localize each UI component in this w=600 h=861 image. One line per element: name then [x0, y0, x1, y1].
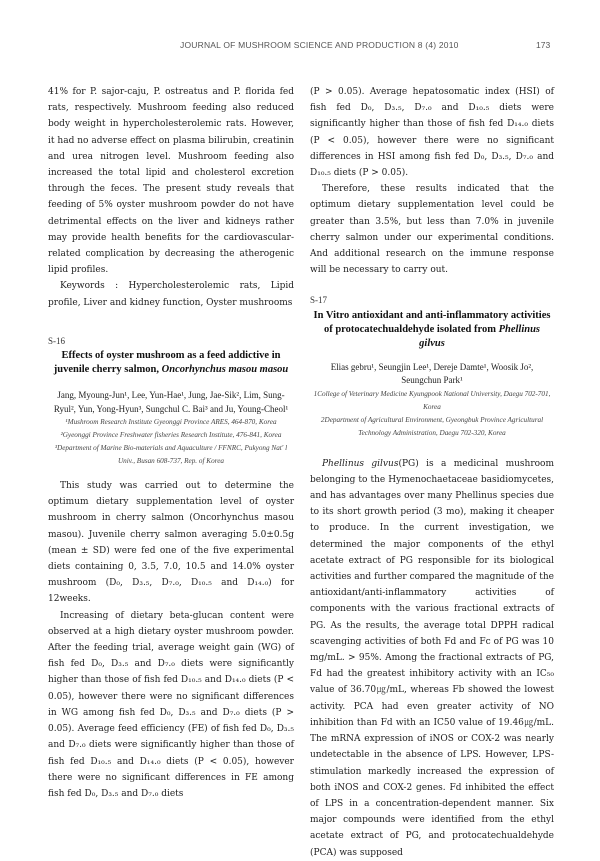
authors-s17: Elias gebru¹, Seungjin Lee¹, Dereje Damte¹, Woosik Jo², Seungchun Park¹ [330, 361, 534, 386]
body-paragraph-2: Increasing of dietary beta-glucan content were observed at a high dietary oyster mushroom powder. After the feeding trial, average weight gain (WG) of fish fed D₀, D₃.₅ and D₇.₀ diets were significantly higher than those of fish fed D₁₀.₅ and D₁₄.₀ diets (P < 0.05), however there were no significant differences in WG among fish fed D₀, D₃.₅ and D₇.₀ diets (P > 0.05). Average feed efficiency (FE) of fish fed D₀, D₃.₅ and D₇.₀ diets were significantly higher than those of fish fed D₁₀.₅ and D₁₄.₀ diets (P < 0.05), however there were no significant differences in FE among fish fed D₀, D₃.₅ and D₇.₀ diets [48, 610, 294, 799]
affiliation-s17-1: 1College of Veterinary Medicine Kyungpook National University, Daegu 702-701, Korea [313, 389, 551, 411]
paper-title-s17: In Vitro antioxidant and anti-inflammatory activities of protocatechualdehyde isolated from Phellinus gilvus [313, 309, 551, 349]
section-label-s17: S-17 [310, 295, 328, 306]
body-paragraph-1: This study was carried out to determine the optimum dietary supplementation level of oyster mushroom in cherry salmon (Oncorhynchus masou masou). Juvenile cherry salmon averaging 5.0±0.5g (mean ± SD) were fed one of the five experimental diets containing 0, 3.5, 7.0, 10.5 and 14.0% oyster mushroom (D₀, D₃.₅, D₇.₀, D₁₀.₅ and D₁₄.₀) for 12weeks. [48, 481, 294, 605]
affiliation-3: ³Department of Marine Bio-materials and Aquaculture / FFNRC, Pukyong Nat' l Univ., Busan 608-737, Rep. of Korea [54, 444, 288, 466]
affiliation-s17-2: 2Department of Agricultural Environment, Gyeongbuk Province Agricultural Technology Administration, Daegu 702-320, Korea [320, 415, 544, 437]
page-number: 173 [536, 40, 551, 50]
paper-title-s16: Effects of oyster mushroom as a feed addictive in juvenile cherry salmon, Oncorhynchus masou masou [53, 350, 289, 376]
section-label-s16: S-16 [48, 335, 66, 346]
continued-results: (P > 0.05). Average hepatosomatic index (HSI) of fish fed D₀, D₃.₅, D₇.₀ and D₁₀.₅ diets were significantly higher than those of fish fed D₁₄.₀ diets (P < 0.05), however there were no significant differences in HSI among fish fed D₀, D₃.₅, D₇.₀ and D₁₀.₅ diets (P > 0.05). [310, 87, 554, 179]
authors-s16: Jang, Myoung-Jun¹, Lee, Yun-Hae¹, Jung, Jae-Sik², Lim, Sung-Ryul², Yun, Yong-Hyun³, Sungchul C. Bai³ and Ju, Young-Cheol¹ [53, 390, 289, 414]
conclusion-paragraph: Therefore, these results indicated that the optimum dietary supplementation level could be greater than 3.5%, but less than 7.0% in juvenile cherry salmon under our experimental conditions. And additional research on the immune response will be necessary to carry out. [310, 184, 554, 276]
affiliation-2: ²Gyeonggi Province Freshwater fisheries Research Institute, 476-841, Korea [60, 431, 282, 440]
running-header [0, 40, 600, 54]
keywords: Keywords : Hypercholesterolemic rats, Lipid profile, Liver and kidney function, Oyster mushrooms [48, 281, 294, 308]
body-paragraph-s17: Phellinus gilvus(PG) is a medicinal mushroom belonging to the Hymenochaetaceae basidiomycetes, and has advantages over many Phellinus species due to its short growth period (3 mo), making it cheaper to produce. In the current investigation, we determined the major components of the ethyl acetate extract of PG responsible for its biological activities and further compared the magnitude of the antioxidant/anti-inflammatory activities of components with the various fractional extracts of PG. As the results, the average total DPPH radical scavenging activities of both Fd and Fc of PG was 10 mg/mL. > 95%. Among the fractional extracts of PG, Fd had the greatest inhibitory activity with an IC₅₀ value of 36.70㎍/mL, whereas Fb showed the lowest activity. PCA had even greater activity of NO inhibition than Fd with an IC50 value of 19.46㎍/mL. The mRNA expression of iNOS or COX-2 was nearly undetectable in the absence of LPS. However, LPS-stimulation markedly increased the expression of both iNOS and COX-2 genes. Fd inhibited the effect of LPS in a concentration-dependent manner. Six major compounds were identified from the ethyl acetate extract of PG, and protocatechualdehyde (PCA) was supposed [310, 458, 555, 858]
left-column [48, 84, 294, 802]
right-column [310, 84, 554, 861]
affiliation-1: ¹Mushroom Research Institute Gyeonggi Province ARES, 464-870, Korea [65, 418, 277, 427]
journal-title: JOURNAL OF MUSHROOM SCIENCE AND PRODUCTION 8 (4) 2010 [180, 40, 459, 50]
continued-abstract: 41% for P. sajor-caju, P. ostreatus and P. florida fed rats, respectively. Mushroom feeding also reduced body weight in hypercholesterolemic rats. However, it had no adverse effect on plasma bilirubin, creatinin and urea nitrogen level. Mushroom feeding also increased the total lipid and cholesterol excretion through the feces. The present study reveals that feeding of 5% oyster mushroom powder do not have detrimental effects on the liver and kidneys rather may provide health benefits for the cardiovascular-related complication by decreasing the atherogenic lipid profiles. [48, 87, 294, 276]
